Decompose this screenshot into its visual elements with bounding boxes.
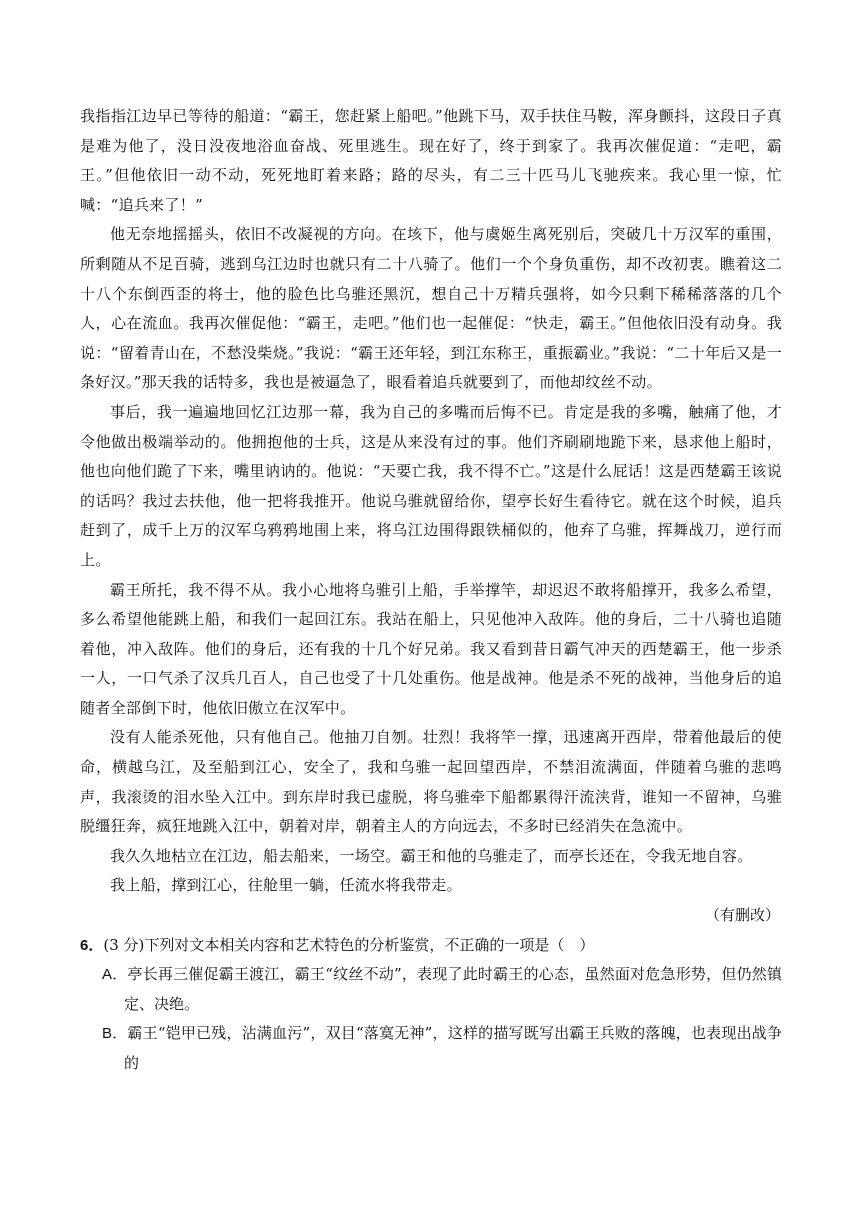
option-text: 亭长再三催促霸王渡江，霸王“纹丝不动”，表现了此时霸王的心态，虽然面对危急形势，但仍然镇定、决绝。 — [124, 965, 782, 1013]
passage-paragraph-6: 我久久地枯立在江边，船去船来，一场空。霸王和他的乌骓走了，而亭长还在，令我无地自容。 — [110, 846, 753, 865]
question-6 — [80, 931, 782, 961]
passage-paragraph-4: 霸王所托，我不得不从。我小心地将乌骓引上船，手举撑竿，却迟迟不敢将船撑开，我多么希望，多么希望他能跳上船，和我们一起回江东。我站在船上，只见他冲入敌阵。他的身后，二十八骑也追随着他，冲入敌阵。他们的身后，还有我的十几个好兄弟。我又看到昔日霸气冲天的西楚霸王，他一步杀一人，一口气杀了汉兵几百人，自己也受了十几处重伤。他是战神。他是杀不死的战神，当他身后的追随者全部倒下时，他依旧傲立在汉军中。 — [80, 580, 782, 717]
passage-paragraph-7: 我上船，撑到江心，往舱里一躺，任流水将我带走。 — [110, 876, 462, 895]
document-page — [80, 102, 782, 1079]
question-number: 6． — [80, 936, 104, 954]
passage-paragraph-1: 我指指江边早已等待的船道：“霸王，您赶紧上船吧。”他跳下马，双手扶住马鞍，浑身颤抖，这段日子真是难为他了，没日没夜地浴血奋战、死里逃生。现在好了，终于到家了。我再次催促道：“走吧，霸王。”但他依旧一动不动，死死地盯着来路；路的尽头，有二三十匹马儿飞驰疾来。我心里一惊，忙喊：“追兵来了！” — [80, 107, 782, 214]
passage-paragraph-5: 没有人能杀死他，只有他自己。他抽刀自刎。壮烈！我将竿一撑，迅速离开西岸，带着他最后的使命，横越乌江，及至船到江心，安全了，我和乌骓一起回望西岸，不禁泪流满面，伴随着乌骓的悲鸣声，我滚烫的泪水坠入江中。到东岸时我已虚脱，将乌骓牵下船都累得汗流浃背，谁知一不留神，乌骓脱缰狂奔，疯狂地跳入江中，朝着对岸，朝着主人的方向远去，不多时已经消失在急流中。 — [80, 728, 782, 836]
passage-paragraph-3: 事后，我一遍遍地回忆江边那一幕，我为自己的多嘴而后悔不已。肯定是我的多嘴，触痛了他，才令他做出极端举动的。他拥抱他的士兵，这是从来没有过的事。他们齐刷刷地跪下来，恳求他上船时，他也向他们跪了下来，嘴里讷讷的。他说：“天要亡我，我不得不亡。”这是什么屁话！这是西楚霸王该说的话吗？我过去扶他，他一把将我推开。他说乌骓就留给你，望亭长好生看待它。就在这个时候，追兵赶到了，成千上万的汉军乌鸦鸦地围上来，将乌江边围得跟铁桶似的，他弃了乌骓，挥舞战刀，逆行而上。 — [80, 402, 782, 569]
passage-paragraph-2: 他无奈地摇摇头，依旧不改凝视的方向。在垓下，他与虞姬生离死别后，突破几十万汉军的重围，所剩随从不足百骑，逃到乌江边时也就只有二十八骑了。他们一个个身负重伤，却不改初衷。瞧着这二十八个东倒西歪的将士，他的脸色比乌骓还黑沉，想自己十万精兵强将，如今只剩下稀稀落落的几个人，心在流血。我再次催促他：“霸王，走吧。”他们也一起催促：“快走，霸王。”但他依旧没有动身。我说：“留着青山在，不愁没柴烧。”我说：“霸王还年轻，到江东称王，重振霸业。”我说：“二十年后又是一条好汉。”那天我的话特多，我也是被逼急了，眼看着追兵就要到了，而他却纹丝不动。 — [80, 225, 782, 392]
source-note: （有删改） — [704, 906, 780, 925]
option-text: 霸王“铠甲已残，沾满血污”，双目“落寞无神”，这样的描写既写出霸王兵败的落魄，也表现出战争的 — [124, 1024, 782, 1072]
option-b — [102, 1019, 782, 1078]
option-label: A． — [102, 966, 128, 984]
option-label: B． — [102, 1025, 128, 1043]
question-stem: (3 分)下列对文本相关内容和艺术特色的分析鉴赏，不正确的一项是（ ） — [103, 935, 595, 954]
option-a — [102, 960, 782, 1019]
